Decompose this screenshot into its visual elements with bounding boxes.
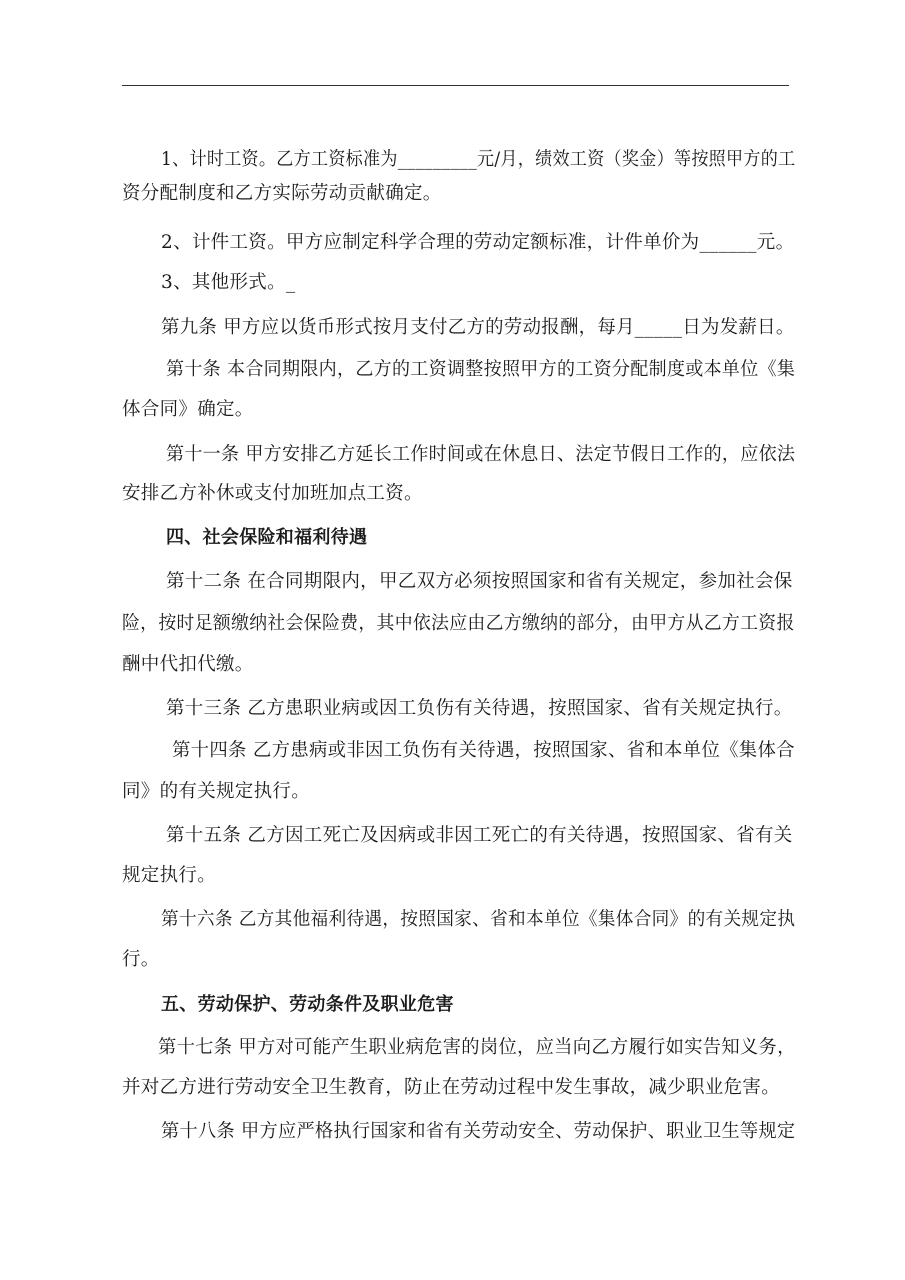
article-9: 第九条 甲方应以货币形式按月支付乙方的劳动报酬，每月_____日为发薪日。 — [161, 317, 795, 338]
article-12: 第十二条 在合同期限内，甲乙双方必须按照国家和省有关规定，参加社会保 — [166, 571, 793, 592]
article-11: 第十一条 甲方安排乙方延长工作时间或在休息日、法定节假日工作的，应依法 — [166, 444, 796, 465]
text-line: 3、其他形式。_ — [161, 272, 296, 293]
text-line: 同》的有关规定执行。 — [122, 781, 311, 802]
article-16: 第十六条 乙方其他福利待遇，按照国家、省和本单位《集体合同》的有关规定执 — [161, 909, 796, 930]
section-heading-social-insurance: 四、社会保险和福利待遇 — [166, 527, 368, 548]
section-heading-labor-protection: 五、劳动保护、劳动条件及职业危害 — [161, 994, 454, 1015]
article-13: 第十三条 乙方患职业病或因工负伤有关待遇，按照国家、省有关规定执行。 — [166, 698, 793, 719]
article-15: 第十五条 乙方因工死亡及因病或非因工死亡的有关待遇，按照国家、省有关 — [166, 825, 793, 846]
text-line: 安排乙方补休或支付加班加点工资。 — [122, 483, 423, 504]
article-10: 第十条 本合同期限内，乙方的工资调整按照甲方的工资分配制度或本单位《集 — [166, 359, 796, 380]
article-14: 第十四条 乙方患病或非因工负伤有关待遇，按照国家、省和本单位《集体合 — [172, 740, 795, 761]
text-line: 规定执行。 — [122, 865, 217, 886]
header-rule — [122, 85, 789, 86]
text-line: 1、计时工资。乙方工资标准为_________元/月，绩效工资（奖金）等按照甲方的工 — [161, 149, 796, 170]
article-17: 第十七条 甲方对可能产生职业病危害的岗位，应当向乙方履行如实告知义务， — [158, 1037, 796, 1058]
text-line: 资分配制度和乙方实际劳动贡献确定。 — [122, 183, 442, 204]
text-line: 险，按时足额缴纳社会保险费，其中依法应由乙方缴纳的部分，由甲方从乙方工资报 — [122, 613, 795, 634]
text-line: 并对乙方进行劳动安全卫生教育，防止在劳动过程中发生事故，减少职业危害。 — [122, 1077, 781, 1098]
article-18: 第十八条 甲方应严格执行国家和省有关劳动安全、劳动保护、职业卫生等规定 — [161, 1121, 796, 1142]
text-line: 2、计件工资。甲方应制定科学合理的劳动定额标准，计件单价为______元。 — [161, 232, 795, 253]
text-line: 体合同》确定。 — [122, 399, 254, 420]
text-line: 酬中代扣代缴。 — [122, 654, 254, 675]
text-line: 行。 — [122, 949, 160, 970]
